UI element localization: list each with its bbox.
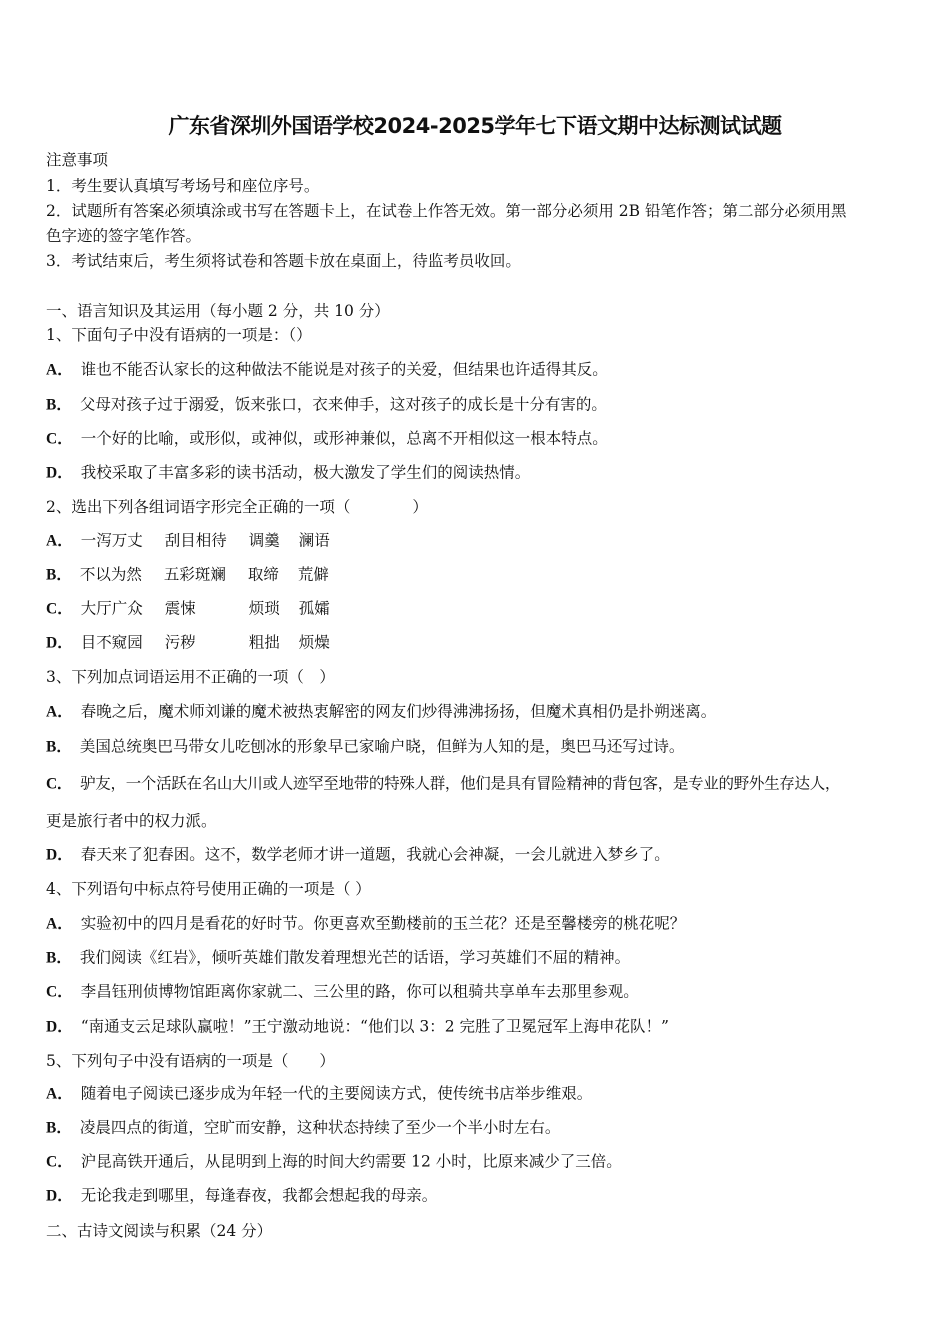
- option: [46, 429, 608, 450]
- option: [46, 463, 530, 484]
- option-text: 沪昆高铁开通后，从昆明到上海的时间大约需要 12 小时，比原来减少了三倍。: [80, 1152, 622, 1171]
- option-letter: D．: [46, 846, 73, 864]
- option: [46, 1186, 437, 1207]
- word: 污秽: [164, 633, 196, 652]
- section-heading: 二、古诗文阅读与积累（24 分）: [46, 1222, 273, 1240]
- notice-item: 3．考试结束后，考生须将试卷和答题卡放在桌面上，待监考员收回。: [46, 252, 521, 270]
- document-title: 广东省深圳外国语学校2024-2025学年七下语文期中达标测试试题: [168, 114, 782, 138]
- option-letter: B．: [46, 949, 72, 967]
- notice-heading: 注意事项: [46, 151, 109, 169]
- option: [46, 599, 330, 620]
- word: 目不窥园: [80, 633, 143, 652]
- option: [46, 360, 608, 381]
- option-text: 春晚之后，魔术师刘谦的魔术被热衷解密的网友们炒得沸沸扬扬，但魔术真相仍是扑朔迷离。: [80, 702, 717, 721]
- option-letter: C．: [46, 775, 73, 793]
- notice-item: 1．考生要认真填写考场号和座位序号。: [46, 177, 320, 195]
- option-text: 凌晨四点的街道，空旷而安静，这种状态持续了至少一个半小时左右。: [79, 1118, 561, 1137]
- word: 取缔: [247, 565, 279, 584]
- option-text: 无论我走到哪里，每逢春夜，我都会想起我的母亲。: [80, 1186, 438, 1205]
- option-letter: A．: [46, 915, 73, 933]
- option-text: 李昌钰刑侦博物馆距离你家就二、三公里的路，你可以租骑共享单车去那里参观。: [80, 982, 639, 1001]
- option: [46, 1084, 592, 1105]
- word: 粗拙: [248, 633, 280, 652]
- question-stem: 2、选出下列各组词语字形完全正确的一项（ ）: [46, 498, 428, 516]
- option-letter: C．: [46, 1153, 73, 1171]
- section-heading: 一、语言知识及其运用（每小题 2 分，共 10 分）: [46, 302, 390, 320]
- option: [46, 845, 670, 866]
- option: [46, 948, 630, 969]
- option-text: 父母对孩子过于溺爱，饭来张口，衣来伸手，这对孩子的成长是十分有害的。: [79, 395, 607, 414]
- option-continuation: 更是旅行者中的权力派。: [46, 812, 217, 830]
- option-letter: A．: [46, 703, 73, 721]
- word: 荒僻: [297, 565, 329, 584]
- word: 大厅广众: [80, 599, 143, 618]
- option-letter: D．: [46, 1018, 73, 1036]
- option-text: 我校采取了丰富多彩的读书活动，极大激发了学生们的阅读热情。: [80, 463, 531, 482]
- question-stem: 1、下面句子中没有语病的一项是：（）: [46, 326, 312, 344]
- option-letter: B．: [46, 1119, 72, 1137]
- notice-item: 色字迹的签字笔作答。: [46, 227, 202, 245]
- notice-item: 2．试题所有答案必须填涂或书写在答题卡上，在试卷上作答无效。第一部分必须用 2B 铅笔作答；第二部分必须用黑: [46, 202, 847, 220]
- option: [46, 395, 607, 416]
- option-letter: A．: [46, 361, 73, 379]
- option-text: 随着电子阅读已逐步成为年轻一代的主要阅读方式，使传统书店举步维艰。: [80, 1084, 593, 1103]
- option: [46, 774, 840, 795]
- option-text: 我们阅读《红岩》，倾听英雄们散发着理想光芒的话语，学习英雄们不屈的精神。: [79, 948, 631, 967]
- option-letter: D．: [46, 1187, 73, 1205]
- option-text: 美国总统奥巴马带女儿吃刨冰的形象早已家喻户晓，但鲜为人知的是，奥巴马还写过诗。: [79, 737, 685, 756]
- word: 调羹: [248, 531, 280, 550]
- option-letter: A．: [46, 1085, 73, 1103]
- option-text: 谁也不能否认家长的这种做法不能说是对孩子的关爱，但结果也许适得其反。: [80, 360, 608, 379]
- option-text: 春天来了犯春困。这不，数学老师才讲一道题，我就心会神凝，一会儿就进入梦乡了。: [80, 845, 670, 864]
- option: [46, 914, 685, 935]
- option-letter: C．: [46, 430, 73, 448]
- option: [46, 633, 330, 654]
- question-stem: 5、下列句子中没有语病的一项是（ ）: [46, 1052, 335, 1070]
- option: [46, 1152, 622, 1173]
- word: 一泻万丈: [80, 531, 143, 550]
- option-letter: B．: [46, 396, 72, 414]
- option-letter: D．: [46, 634, 73, 652]
- option-text: 实验初中的四月是看花的好时节。你更喜欢至勤楼前的玉兰花？还是至馨楼旁的桃花呢？: [80, 914, 686, 933]
- option-text: 一个好的比喻，或形似，或神似，或形神兼似，总离不开相似这一根本特点。: [80, 429, 608, 448]
- question-stem: 4、下列语句中标点符号使用正确的一项是（ ）: [46, 880, 371, 898]
- option-letter: A．: [46, 532, 73, 550]
- word: 澜语: [298, 531, 330, 550]
- word: 刮目相待: [164, 531, 227, 550]
- option: [46, 531, 330, 552]
- option: [46, 1017, 669, 1038]
- word: 震悚: [164, 599, 196, 618]
- option-text: 驴友，一个活跃在名山大川或人迹罕至地带的特殊人群，他们是具有冒险精神的背包客，是专业的野外生存达人，: [80, 774, 841, 793]
- word: 不以为然: [79, 565, 142, 584]
- option-letter: D．: [46, 464, 73, 482]
- option-letter: C．: [46, 983, 73, 1001]
- option: [46, 565, 329, 586]
- option-letter: B．: [46, 738, 72, 756]
- word: 烦琐: [248, 599, 280, 618]
- option: [46, 982, 639, 1003]
- option-letter: B．: [46, 566, 72, 584]
- option: [46, 1118, 560, 1139]
- word: 孤孀: [298, 599, 330, 618]
- option: [46, 702, 716, 723]
- option-letter: C．: [46, 600, 73, 618]
- word: 五彩斑斓: [163, 565, 226, 584]
- option-text: “南通支云足球队赢啦！”王宁激动地说：“他们以 3：2 完胜了卫冕冠军上海申花队！”: [80, 1017, 669, 1036]
- word: 烦燥: [298, 633, 330, 652]
- option: [46, 737, 684, 758]
- question-stem: 3、下列加点词语运用不正确的一项（ ）: [46, 668, 335, 686]
